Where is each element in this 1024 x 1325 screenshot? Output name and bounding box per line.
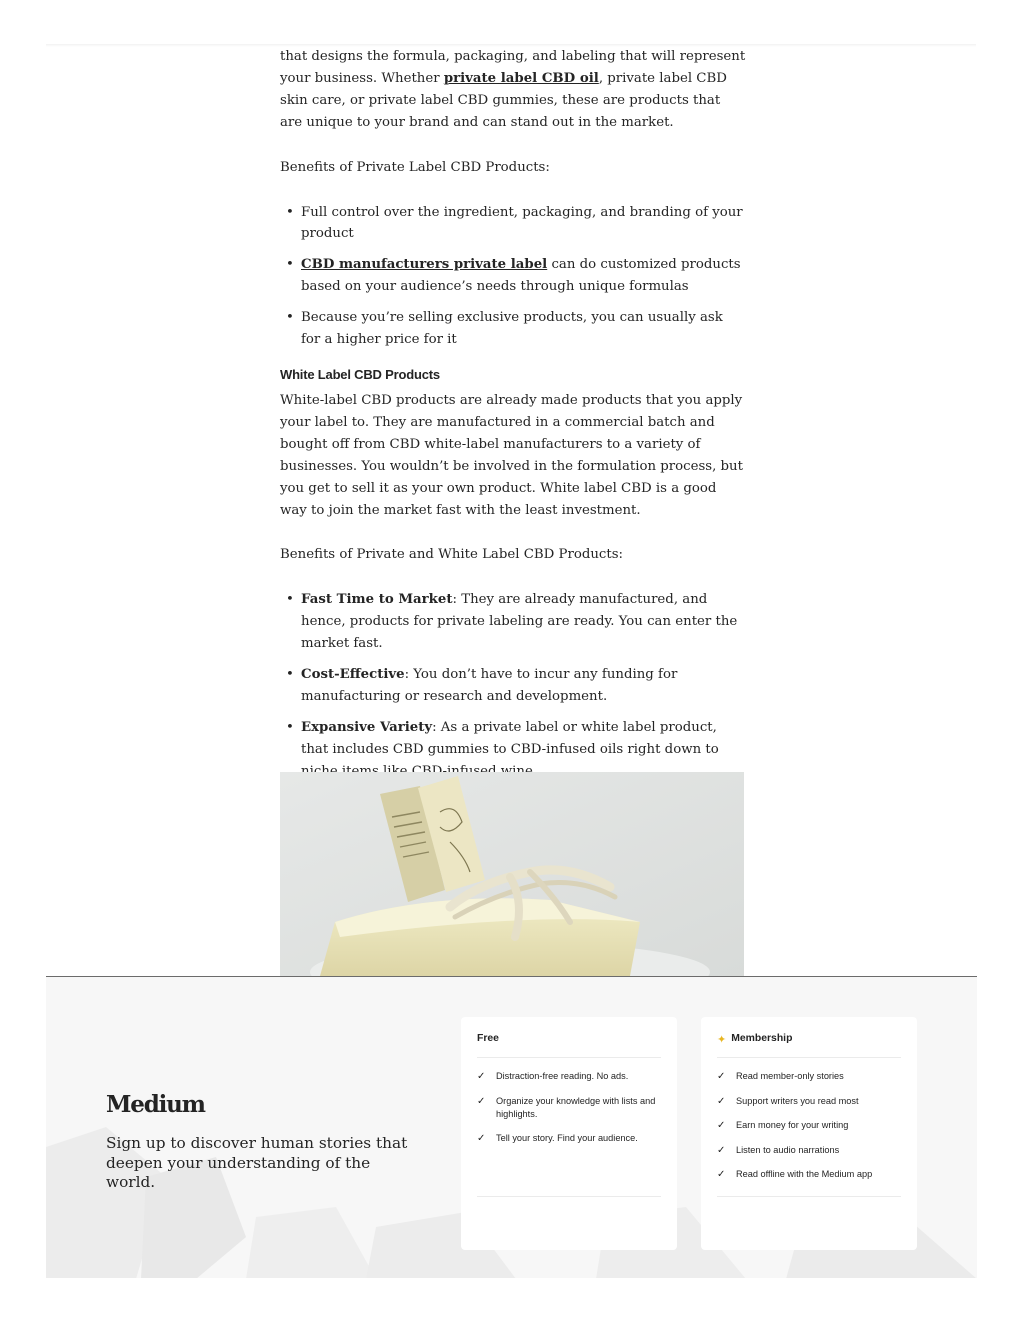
check-icon: ✓	[717, 1120, 726, 1131]
soap-bar-photo	[280, 772, 744, 976]
check-icon: ✓	[717, 1169, 726, 1180]
star-icon: ✦	[717, 1034, 727, 1046]
list-item: ✓ Read member-only stories	[717, 1071, 844, 1082]
list-item: ✓ Support writers you read most	[717, 1095, 859, 1107]
article-body	[280, 46, 746, 783]
list-item: • Cost-Effective: You don’t have to incur any funding for manufacturing or research and development.	[280, 664, 746, 708]
list-item: ✓ Tell your story. Find your audience.	[477, 1133, 638, 1144]
combined-benefits-heading: Benefits of Private and White Label CBD Products:	[280, 547, 624, 563]
list-item: ✓ Read offline with the Medium app	[717, 1169, 873, 1180]
check-icon: ✓	[717, 1095, 726, 1107]
white-label-paragraph: White-label CBD products are already made products that you apply your label to. They are manufactured in a commercial batch and bought off from CBD white-label manufacturers to a variety of businesses. You wouldn’t be involved in the formulation process, but you get to sell it as your own product. White label CBD is a good way to join the market fast with the least investment.	[280, 392, 743, 518]
signup-banner	[46, 976, 977, 1278]
divider	[717, 1196, 901, 1197]
medium-logo: Medium	[106, 1091, 205, 1118]
list-item: • Full control over the ingredient, packaging, and branding of your product	[280, 202, 746, 246]
list-item: ✓ Listen to audio narrations	[717, 1144, 840, 1156]
membership-plan-title: ✦ Membership	[717, 1033, 901, 1058]
free-plan-title: Free	[477, 1033, 661, 1058]
list-item: ✓ Distraction-free reading. No ads.	[477, 1071, 629, 1082]
list-item: • CBD manufacturers private label can do customized products based on your audience’s needs through unique formulas	[280, 254, 746, 298]
cbd-manufacturers-private-label-link[interactable]: CBD manufacturers private label	[301, 257, 548, 273]
free-plan-features	[477, 1070, 663, 1157]
divider	[477, 1196, 661, 1197]
check-icon: ✓	[477, 1071, 486, 1082]
signup-tagline: Sign up to discover human stories that deepen your understanding of the world.	[106, 1134, 408, 1191]
check-icon: ✓	[477, 1095, 486, 1107]
list-item: • Fast Time to Market: They are already manufactured, and hence, products for private labeling are ready. You can enter the market fast.	[280, 589, 746, 655]
combined-benefits-list	[280, 589, 746, 782]
section-heading: White Label CBD Products	[280, 366, 440, 382]
private-benefits-list	[280, 202, 746, 351]
list-item: ✓ Organize your knowledge with lists and highlights.	[477, 1095, 656, 1119]
list-item: ✓ Earn money for your writing	[717, 1120, 849, 1131]
private-label-cbd-oil-link[interactable]: private label CBD oil	[443, 70, 599, 86]
list-item: • Because you’re selling exclusive products, you can usually ask for a higher price for it	[280, 307, 746, 351]
private-benefits-heading: Benefits of Private Label CBD Products:	[280, 159, 550, 175]
soap-illustration	[280, 772, 744, 976]
check-icon: ✓	[477, 1133, 486, 1144]
membership-plan-card[interactable]	[701, 1017, 917, 1250]
free-plan-card[interactable]	[461, 1017, 677, 1250]
check-icon: ✓	[717, 1144, 726, 1156]
membership-plan-features	[717, 1070, 903, 1193]
list-item: • Expansive Variety: As a private label or white label product, that includes CBD gummies to CBD-infused oils right down to	[280, 717, 746, 783]
intro-paragraph: that designs the formula, packaging, and labeling that will represent your business. Whether private label CBD oil, private label CBD skin care, or private label CBD gummies, these are products that are unique to your brand and can stand out in the market.	[280, 49, 746, 130]
check-icon: ✓	[717, 1071, 726, 1082]
